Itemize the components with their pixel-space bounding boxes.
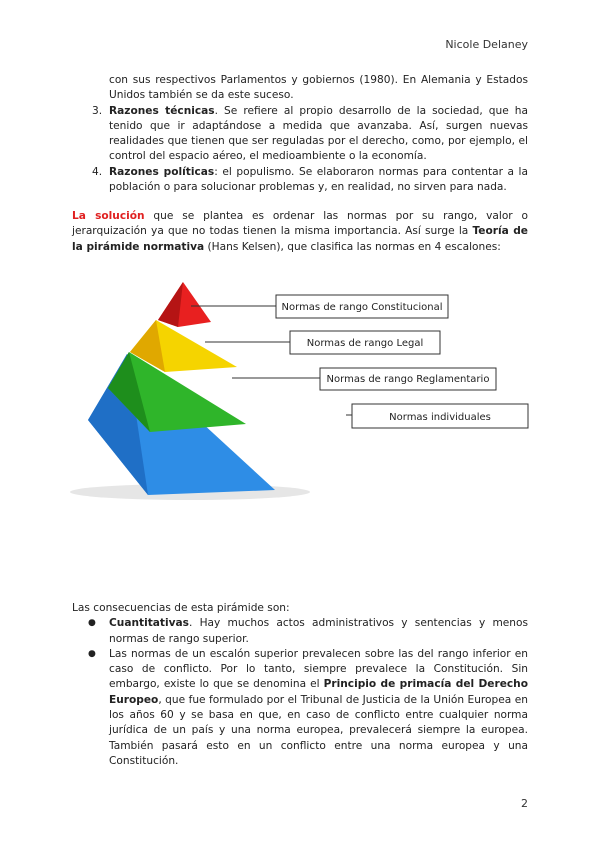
consequence-item-1: ● Cuantitativas. Hay muchos actos administrativos y sentencias y menos normas de rango superior. <box>88 617 528 645</box>
intro-list <box>72 73 528 195</box>
list-item-text: . Se refiere al propio desarrollo de la sociedad, que ha tenido que ir adaptándose a medida que avanzaba. Así, surgen nuevas realidades que tienen que ser reguladas por el derecho, como, por ejemplo, el control del espacio aéreo, el medioambiente o la economía. <box>109 104 528 163</box>
list-number: 4. <box>92 165 103 178</box>
solution-paragraph: La solución que se plantea es ordenar las normas por su rango, valor o jerarquización ya que no todas tienen la misma importancia. Así surge la Teoría de la pirámide normativa (Hans Kelsen), que clasifica las normas en 4 escalones: <box>72 210 528 253</box>
list-item-title: Razones políticas <box>109 165 215 178</box>
list-item-4 <box>72 165 528 196</box>
bullet-icon: ● <box>88 618 96 629</box>
label-reglamentario: Normas de rango Reglamentario <box>326 374 490 385</box>
theory-name: Teoría de la pirámide normativa <box>72 225 528 253</box>
bullet-icon: ● <box>88 648 96 659</box>
consequences-section <box>72 601 528 769</box>
label-constitucional: Normas de rango Constitucional <box>281 302 443 313</box>
list-item-text: : el populismo. Se elaboraron normas para contentar a la población o para solucionar problemas y, en realidad, no sirven para nada. <box>109 165 528 194</box>
label-legal: Normas de rango Legal <box>306 338 424 349</box>
author-name: Nicole Delaney <box>445 38 528 51</box>
consequence-item-2: ● Las normas de un escalón superior prevalecen sobre las del rango inferior en caso de conflicto. Por lo tanto, siempre prevalece la Constitución. Sin embargo, existe lo que se denomina el Principio de primacía del Derecho Europeo, que fue formulado por el Tribunal de Justicia de la Unión Europea en los años 60 y se basa en que, en caso de conflicto entre cualquier norma jurídica de un país y una norma europea, prevalecerá siempre la europea. También pasará esto en un conflicto entre una norma europea y una Constitución. <box>88 647 528 767</box>
solution-lead: La solución <box>72 210 145 222</box>
page-number: 2 <box>521 797 528 810</box>
list-item-title: Razones técnicas <box>109 104 215 117</box>
consequences-intro: Las consecuencias de esta pirámide son: <box>72 602 290 614</box>
normative-pyramid-diagram <box>0 270 600 510</box>
list-continuation: con sus respectivos Parlamentos y gobiernos (1980). En Alemania y Estados Unidos también se da este suceso. <box>109 74 528 102</box>
consequence-title: Cuantitativas <box>109 617 189 630</box>
label-individuales: Normas individuales <box>389 412 491 423</box>
list-item-3 <box>72 104 528 165</box>
principle-name: Principio de primacía del Derecho Europeo <box>109 678 528 706</box>
list-number: 3. <box>92 104 103 117</box>
